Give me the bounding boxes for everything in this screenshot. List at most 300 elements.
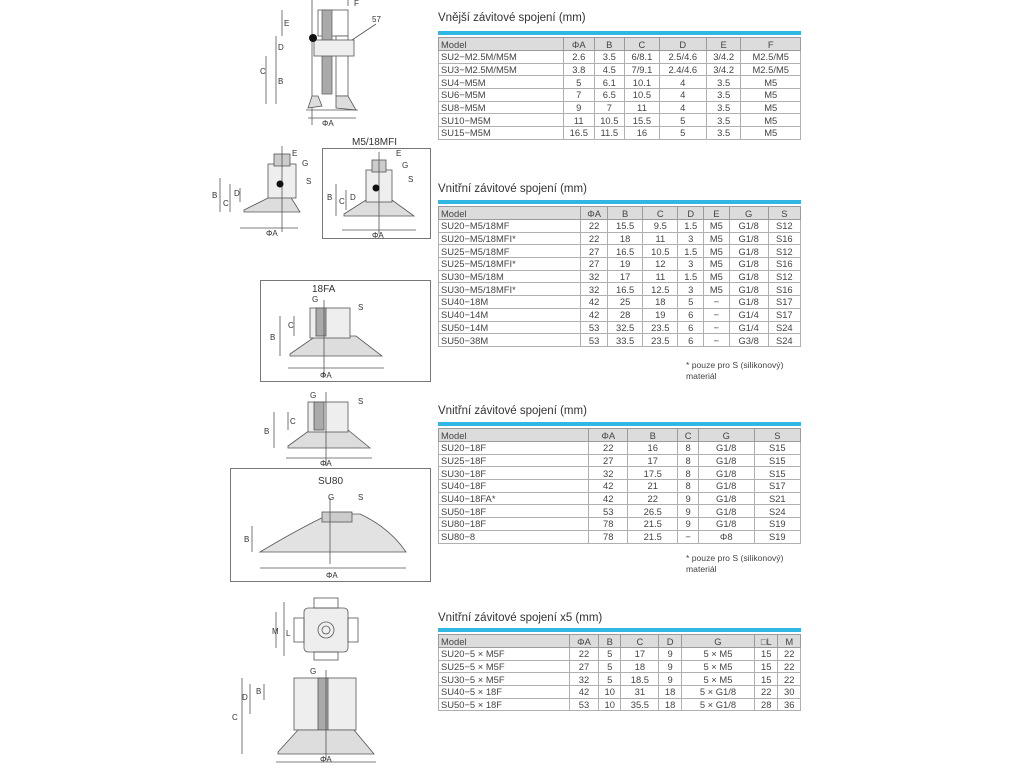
table-cell: SU20−18F <box>439 442 589 455</box>
table-cell: 5 × M5 <box>681 648 754 661</box>
table-cell: 22 <box>628 492 678 505</box>
table-cell: SU40−18FA* <box>439 492 589 505</box>
label-e: E <box>396 149 402 158</box>
table-cell: 9 <box>678 492 698 505</box>
table-internal-1 <box>438 206 801 347</box>
label-m: M <box>272 627 279 636</box>
table-cell: 9 <box>659 673 682 686</box>
table-header-row <box>439 429 801 442</box>
table-cell: 3.5 <box>706 127 741 140</box>
table-cell: 6 <box>678 308 704 321</box>
table-cell: 35.5 <box>621 698 659 711</box>
table-row <box>439 686 801 699</box>
table-cell: 53 <box>589 505 628 518</box>
table-cell: SU40−18M <box>439 296 581 309</box>
column-header: G <box>698 429 754 442</box>
table-cell: SU30−M5/18M <box>439 270 581 283</box>
table-cell: S17 <box>768 296 800 309</box>
table-cell: 8 <box>678 480 698 493</box>
table-cell: 22 <box>569 648 598 661</box>
label-s7: 57 <box>372 15 381 24</box>
table-cell: SU40−18F <box>439 480 589 493</box>
table-cell: SU40−5 × 18F <box>439 686 570 699</box>
table-external <box>438 37 801 140</box>
table-row <box>439 76 801 89</box>
label-b: B <box>327 193 333 202</box>
table-row <box>439 127 801 140</box>
table-cell: SU15−M5M <box>439 127 564 140</box>
table-cell: 4.5 <box>594 63 625 76</box>
table-cell: 3.8 <box>564 63 595 76</box>
table-cell: 3.5 <box>706 101 741 114</box>
title-external: Vnější závitové spojení (mm) <box>438 12 586 24</box>
table-cell: S16 <box>768 283 800 296</box>
table-cell: 16.5 <box>608 283 643 296</box>
table-cell: − <box>704 321 730 334</box>
label-b: B <box>264 427 270 436</box>
diagram-title: 18FA <box>312 284 336 295</box>
table-cell: 33.5 <box>608 334 643 347</box>
title-internal-2: Vnitřní závitové spojení (mm) <box>438 405 587 417</box>
column-header: S <box>768 207 800 220</box>
column-header: E <box>706 38 741 51</box>
table-cell: M5 <box>704 283 730 296</box>
table-cell: SU10−M5M <box>439 114 564 127</box>
table-cell: 1.5 <box>678 220 704 233</box>
table-cell: 21 <box>628 480 678 493</box>
table-cell: 28 <box>755 698 778 711</box>
table-cell: G1/8 <box>698 467 754 480</box>
table-cell: S24 <box>768 334 800 347</box>
table-cell: 27 <box>581 258 608 271</box>
label-d: D <box>234 189 240 198</box>
table-cell: S15 <box>754 454 800 467</box>
table-cell: 11.5 <box>594 127 625 140</box>
table-cell: M5 <box>704 245 730 258</box>
table-cell: G1/8 <box>698 442 754 455</box>
table-cell: 17 <box>628 454 678 467</box>
table-cell: 42 <box>581 296 608 309</box>
table-cell: G1/8 <box>729 258 768 271</box>
table-cell: 32.5 <box>608 321 643 334</box>
table-row <box>439 660 801 673</box>
table-cell: 1.5 <box>678 245 704 258</box>
table-row <box>439 245 801 258</box>
diagram-internal-thread-b <box>262 390 382 470</box>
table-cell: 17 <box>621 648 659 661</box>
table-cell: M2.5/M5 <box>741 63 801 76</box>
table-cell: 11 <box>643 232 678 245</box>
table-cell: 18.5 <box>621 673 659 686</box>
label-g: G <box>310 391 317 400</box>
table-cell: 5 × G1/8 <box>681 698 754 711</box>
table-cell: 5 <box>678 296 704 309</box>
table-header-row <box>439 38 801 51</box>
table-cell: 10 <box>598 698 621 711</box>
table-row <box>439 283 801 296</box>
table-cell: G1/8 <box>729 270 768 283</box>
column-header: ΦA <box>589 429 628 442</box>
table-cell: G1/8 <box>729 220 768 233</box>
table-cell: S19 <box>754 518 800 531</box>
table-cell: 18 <box>659 686 682 699</box>
table-cell: 32 <box>569 673 598 686</box>
table-cell: S12 <box>768 270 800 283</box>
label-e: E <box>284 19 290 28</box>
table-cell: 23.5 <box>643 321 678 334</box>
table-cell: 9 <box>678 505 698 518</box>
table-cell: SU80−8 <box>439 530 589 543</box>
table-internal-2 <box>438 428 801 544</box>
column-header: D <box>659 635 682 648</box>
table-cell: M5 <box>741 127 801 140</box>
diagram-external-thread <box>252 0 432 128</box>
table-cell: S19 <box>754 530 800 543</box>
table-cell: 42 <box>589 480 628 493</box>
table-cell: 32 <box>581 270 608 283</box>
label-g: G <box>310 667 317 676</box>
column-header: Model <box>439 429 589 442</box>
table-cell: M5 <box>704 220 730 233</box>
table-cell: 5 <box>598 660 621 673</box>
column-header: C <box>643 207 678 220</box>
table-cell: 42 <box>589 492 628 505</box>
table-cell: S24 <box>754 505 800 518</box>
table-cell: 10.5 <box>625 89 660 102</box>
label-phi-a: ΦA <box>322 119 334 128</box>
table-cell: 22 <box>778 660 801 673</box>
table-cell: SU6−M5M <box>439 89 564 102</box>
label-c: C <box>290 417 296 426</box>
table-cell: 78 <box>589 518 628 531</box>
table-cell: 5 <box>598 673 621 686</box>
table-row <box>439 321 801 334</box>
table-cell: 22 <box>581 220 608 233</box>
table-cell: M5 <box>741 76 801 89</box>
table-cell: 16 <box>625 127 660 140</box>
table-cell: − <box>704 334 730 347</box>
table-cell: SU2−M2.5M/M5M <box>439 51 564 64</box>
table-cell: M5 <box>741 101 801 114</box>
table-cell: 28 <box>608 308 643 321</box>
table-cell: 30 <box>778 686 801 699</box>
table-cell: G3/8 <box>729 334 768 347</box>
table-cell: SU50−18F <box>439 505 589 518</box>
table-cell: S15 <box>754 442 800 455</box>
column-header: M <box>778 635 801 648</box>
table-cell: 18 <box>608 232 643 245</box>
accent-bar <box>438 628 801 632</box>
column-header: ΦA <box>581 207 608 220</box>
table-cell: 16 <box>628 442 678 455</box>
table-cell: 10.5 <box>594 114 625 127</box>
table-cell: 15 <box>755 673 778 686</box>
table-cell: 8 <box>678 442 698 455</box>
table-note: * pouze pro S (silikonový) materiál <box>686 553 784 574</box>
table-cell: G1/8 <box>698 492 754 505</box>
table-row <box>439 51 801 64</box>
table-cell: SU80−18F <box>439 518 589 531</box>
table-header-row <box>439 635 801 648</box>
column-header: B <box>598 635 621 648</box>
label-l: L <box>286 629 291 638</box>
table-cell: 53 <box>569 698 598 711</box>
table-row <box>439 505 801 518</box>
table-cell: 5 <box>564 76 595 89</box>
table-cell: 53 <box>581 321 608 334</box>
table-cell: M5 <box>704 258 730 271</box>
table-cell: S17 <box>754 480 800 493</box>
table-cell: 18 <box>621 660 659 673</box>
label-phi-a: ΦA <box>372 231 384 240</box>
table-cell: 2.4/4.6 <box>659 63 706 76</box>
table-cell: S15 <box>754 467 800 480</box>
table-cell: S12 <box>768 220 800 233</box>
table-cell: G1/8 <box>729 232 768 245</box>
table-cell: 8 <box>678 454 698 467</box>
column-header: D <box>659 38 706 51</box>
table-cell: SU50−38M <box>439 334 581 347</box>
table-cell: 32 <box>581 283 608 296</box>
table-row <box>439 63 801 76</box>
table-internal-x5 <box>438 634 801 711</box>
table-cell: 11 <box>564 114 595 127</box>
table-cell: M2.5/M5 <box>741 51 801 64</box>
label-d: D <box>278 43 284 52</box>
label-b: B <box>270 333 276 342</box>
column-header: B <box>608 207 643 220</box>
table-cell: G1/4 <box>729 321 768 334</box>
table-cell: SU20−5 × M5F <box>439 648 570 661</box>
table-cell: 5 <box>659 127 706 140</box>
table-cell: SU50−14M <box>439 321 581 334</box>
table-cell: G1/4 <box>729 308 768 321</box>
column-header: F <box>741 38 801 51</box>
table-cell: 6.1 <box>594 76 625 89</box>
column-header: Model <box>439 635 570 648</box>
table-cell: 42 <box>581 308 608 321</box>
column-header: ΦA <box>569 635 598 648</box>
table-cell: 5 <box>659 114 706 127</box>
table-cell: 15.5 <box>608 220 643 233</box>
table-row <box>439 270 801 283</box>
table-note: * pouze pro S (silikonový) materiál <box>686 360 784 381</box>
label-phi-a: ΦA <box>326 571 338 580</box>
table-cell: 21.5 <box>628 518 678 531</box>
table-cell: SU25−18F <box>439 454 589 467</box>
table-cell: 17.5 <box>628 467 678 480</box>
table-row <box>439 89 801 102</box>
table-cell: 23.5 <box>643 334 678 347</box>
diagram-m5-18mfi <box>322 134 432 242</box>
label-g: G <box>328 493 335 502</box>
table-cell: 31 <box>621 686 659 699</box>
table-cell: 17 <box>608 270 643 283</box>
table-cell: 3.5 <box>706 76 741 89</box>
table-cell: S21 <box>754 492 800 505</box>
table-cell: 5 × M5 <box>681 673 754 686</box>
table-cell: 19 <box>608 258 643 271</box>
table-cell: G1/8 <box>698 518 754 531</box>
diagram-su80 <box>230 468 432 584</box>
label-s: S <box>306 177 312 186</box>
table-cell: M5 <box>741 114 801 127</box>
diagram-title: M5/18MFI <box>352 137 398 148</box>
table-cell: 5 × M5 <box>681 660 754 673</box>
table-cell: 11 <box>643 270 678 283</box>
table-row <box>439 114 801 127</box>
table-cell: S16 <box>768 232 800 245</box>
table-cell: SU8−M5M <box>439 101 564 114</box>
table-cell: Φ8 <box>698 530 754 543</box>
table-cell: SU4−M5M <box>439 76 564 89</box>
table-cell: 26.5 <box>628 505 678 518</box>
accent-bar <box>438 200 801 204</box>
table-cell: 12.5 <box>643 283 678 296</box>
table-cell: 12 <box>643 258 678 271</box>
label-d: D <box>350 193 356 202</box>
diagram-title: SU80 <box>318 476 344 487</box>
table-cell: 5 <box>598 648 621 661</box>
label-b: B <box>278 77 284 86</box>
table-cell: SU25−M5/18MF <box>439 245 581 258</box>
table-cell: G1/8 <box>698 454 754 467</box>
label-s: S <box>358 397 364 406</box>
table-cell: 19 <box>643 308 678 321</box>
column-header: C <box>678 429 698 442</box>
table-cell: 7 <box>564 89 595 102</box>
table-row <box>439 480 801 493</box>
column-header: B <box>628 429 678 442</box>
table-row <box>439 220 801 233</box>
diagram-internal-thread-a <box>210 140 318 240</box>
table-cell: 1.5 <box>678 270 704 283</box>
table-row <box>439 698 801 711</box>
label-s: S <box>358 493 364 502</box>
label-c: C <box>223 199 229 208</box>
column-header: S <box>754 429 800 442</box>
table-cell: − <box>704 308 730 321</box>
table-cell: 10 <box>598 686 621 699</box>
table-cell: 32 <box>589 467 628 480</box>
table-row <box>439 232 801 245</box>
column-header: Model <box>439 207 581 220</box>
label-e: E <box>292 149 298 158</box>
table-cell: G1/8 <box>729 283 768 296</box>
label-g: G <box>302 159 309 168</box>
table-cell: 9 <box>659 660 682 673</box>
table-cell: 6/8.1 <box>625 51 660 64</box>
table-row <box>439 101 801 114</box>
table-cell: 15 <box>755 648 778 661</box>
table-cell: 27 <box>569 660 598 673</box>
label-b: B <box>212 191 218 200</box>
table-cell: S24 <box>768 321 800 334</box>
column-header: E <box>704 207 730 220</box>
table-row <box>439 492 801 505</box>
table-cell: SU20−M5/18MFI* <box>439 232 581 245</box>
table-cell: 22 <box>581 232 608 245</box>
table-row <box>439 530 801 543</box>
table-cell: 9 <box>659 648 682 661</box>
table-cell: 7 <box>594 101 625 114</box>
diagram-18fa <box>260 280 432 384</box>
table-row <box>439 518 801 531</box>
table-row <box>439 467 801 480</box>
table-cell: 18 <box>643 296 678 309</box>
table-cell: SU25−5 × M5F <box>439 660 570 673</box>
table-cell: 18 <box>659 698 682 711</box>
table-cell: 4 <box>659 76 706 89</box>
table-cell: G1/8 <box>729 296 768 309</box>
table-cell: − <box>678 530 698 543</box>
column-header: C <box>625 38 660 51</box>
table-cell: 3 <box>678 258 704 271</box>
table-cell: 3/4.2 <box>706 63 741 76</box>
table-cell: 10.5 <box>643 245 678 258</box>
label-phi-a: ΦA <box>320 371 332 380</box>
table-row <box>439 454 801 467</box>
table-row <box>439 258 801 271</box>
table-cell: 53 <box>581 334 608 347</box>
table-cell: 5 × G1/8 <box>681 686 754 699</box>
table-cell: 42 <box>569 686 598 699</box>
table-cell: 16.5 <box>608 245 643 258</box>
table-cell: S12 <box>768 245 800 258</box>
table-cell: SU25−M5/18MFI* <box>439 258 581 271</box>
table-cell: 9 <box>678 518 698 531</box>
table-cell: 22 <box>778 648 801 661</box>
table-cell: M5 <box>704 270 730 283</box>
table-cell: 6 <box>678 334 704 347</box>
table-row <box>439 648 801 661</box>
table-cell: 27 <box>589 454 628 467</box>
table-cell: 4 <box>659 89 706 102</box>
title-internal-1: Vnitřní závitové spojení (mm) <box>438 183 587 195</box>
table-cell: 4 <box>659 101 706 114</box>
table-cell: 15.5 <box>625 114 660 127</box>
column-header: □L <box>755 635 778 648</box>
table-cell: 36 <box>778 698 801 711</box>
table-cell: 22 <box>589 442 628 455</box>
table-cell: 9.5 <box>643 220 678 233</box>
accent-bar <box>438 422 801 426</box>
table-cell: 11 <box>625 101 660 114</box>
label-d: D <box>242 693 248 702</box>
table-cell: 3 <box>678 283 704 296</box>
accent-bar <box>438 31 801 35</box>
label-phi-a: ΦA <box>320 755 332 764</box>
table-cell: 9 <box>564 101 595 114</box>
table-row <box>439 296 801 309</box>
table-cell: 3.5 <box>706 114 741 127</box>
column-header: B <box>594 38 625 51</box>
label-c: C <box>339 197 345 206</box>
table-cell: 6.5 <box>594 89 625 102</box>
label-f: F <box>354 0 359 8</box>
table-row <box>439 673 801 686</box>
table-cell: SU30−5 × M5F <box>439 673 570 686</box>
table-cell: G1/8 <box>729 245 768 258</box>
label-s: S <box>358 303 364 312</box>
table-cell: 78 <box>589 530 628 543</box>
label-phi-a: ΦA <box>266 229 278 238</box>
table-row <box>439 308 801 321</box>
table-cell: SU50−5 × 18F <box>439 698 570 711</box>
label-g: G <box>312 295 319 304</box>
column-header: G <box>729 207 768 220</box>
table-cell: 3 <box>678 232 704 245</box>
